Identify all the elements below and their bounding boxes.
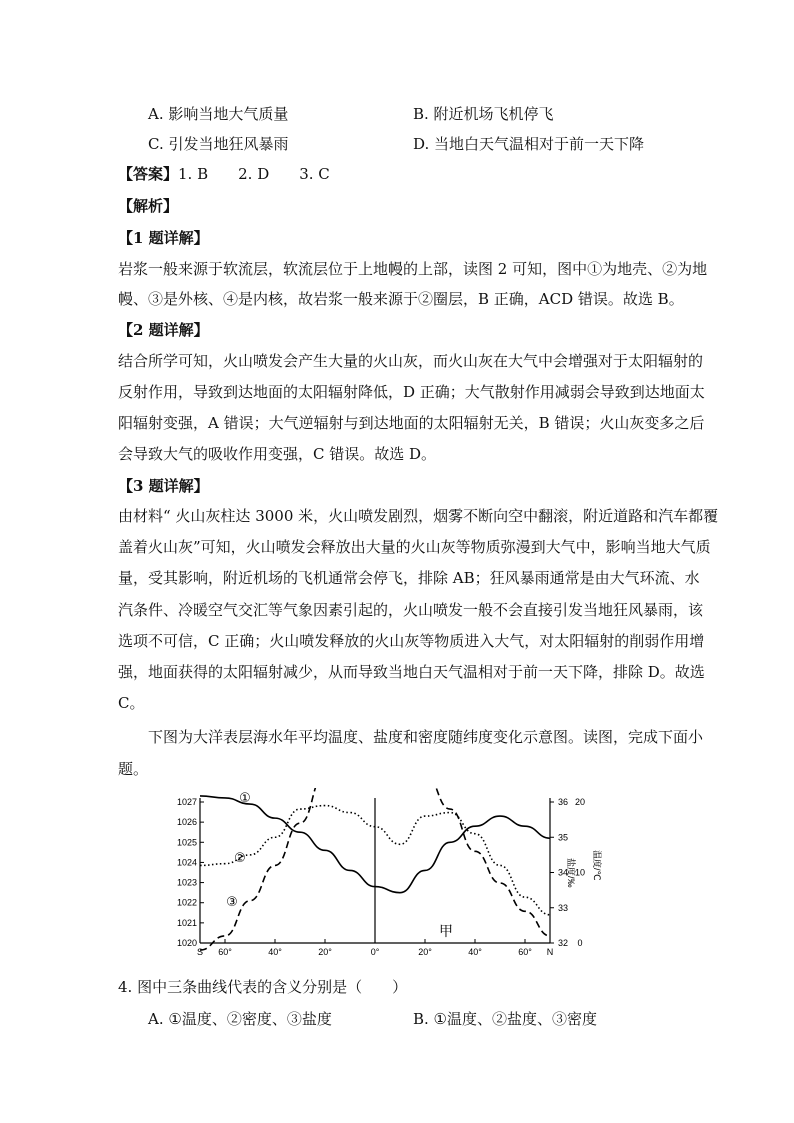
left-tick-label: 1020 <box>176 938 197 948</box>
option-a: A. 影响当地大气质量 <box>148 105 289 123</box>
q2-line-3: 阳辐射变强，A 错误；大气逆辐射与到达地面的太阳辐射无关，B 错误；火山灰变多之后 <box>118 414 705 432</box>
salinity-tick-label: 33 <box>558 902 569 913</box>
x-tick-label: 60° <box>518 947 532 957</box>
left-tick-label: 1026 <box>176 817 197 828</box>
chart-axes <box>177 797 603 957</box>
x-tick-label: 40° <box>268 947 282 957</box>
curve-label-2: ② <box>234 850 246 865</box>
salinity-tick-label: 34 <box>558 867 569 878</box>
q2-heading: 【2 题详解】 <box>118 321 209 339</box>
option-b: B. 附近机场飞机停飞 <box>413 105 554 123</box>
left-tick-label: 1024 <box>176 857 197 868</box>
analysis-label: 【解析】 <box>118 197 179 215</box>
q4-option-a: A. ①温度、②密度、③盐度 <box>148 1010 332 1028</box>
x-tick-label: 20° <box>418 947 432 957</box>
x-tick-label: N <box>546 947 554 957</box>
q4-option-b: B. ①温度、②盐度、③密度 <box>413 1010 598 1028</box>
curve-label-1: ① <box>239 790 251 805</box>
left-tick-label: 1025 <box>176 837 197 848</box>
q1-heading: 【1 题详解】 <box>118 229 209 247</box>
x-tick-label: 40° <box>468 947 482 957</box>
q3-line-7: C。 <box>118 694 145 712</box>
salinity-axis-label: 盐度/‰ <box>566 858 576 888</box>
q3-line-6: 强，地面获得的太阳辐射减少，从而导致当地白天气温相对于前一天下降，排除 D。故选 <box>118 663 705 681</box>
q2-line-2: 反射作用，导致到达地面的太阳辐射降低，D 正确；大气散射作用减弱会导致到达地面太 <box>118 383 705 401</box>
q3-line-1: 由材料“ 火山灰柱达 3000 米，火山喷发剧烈，烟雾不断向空中翻滚，附近道路和汽车都覆 <box>118 507 719 525</box>
curve-label-3: ③ <box>226 894 238 909</box>
left-tick-label: 1022 <box>176 897 197 908</box>
answer-line <box>118 164 330 184</box>
x-tick-label: 0° <box>370 947 380 957</box>
q3-line-3: 量，受其影响，附近机场的飞机通常会停飞，排除 AB；狂风暴雨通常是由大气环流、水 <box>118 569 700 587</box>
x-tick-label: S <box>196 947 204 957</box>
ocean-chart <box>150 788 610 966</box>
option-d: D. 当地白天气温相对于前一天下降 <box>413 135 645 153</box>
intro-line-1: 下图为大洋表层海水年平均温度、盐度和密度随纬度变化示意图。读图，完成下面小 <box>148 728 704 746</box>
q3-line-2: 盖着火山灰”可知，火山喷发会释放出大量的火山灰等物质弥漫到大气中，影响当地大气质 <box>118 538 711 556</box>
annotation-jia: 甲 <box>439 923 453 939</box>
q1-line-2: 幔、③是外核、④是内核，故岩浆一般来源于②圈层，B 正确，ACD 错误。故选 B。 <box>118 290 684 308</box>
x-tick-label: 20° <box>318 947 332 957</box>
salinity-tick-label: 35 <box>558 832 569 843</box>
answer-values: 1. B 2. D 3. C <box>178 165 330 183</box>
q3-heading: 【3 题详解】 <box>118 477 209 495</box>
q1-line-1: 岩浆一般来源于软流层，软流层位于上地幔的上部，读图 2 可知，图中①为地壳、②为地 <box>118 260 708 278</box>
q3-line-4: 汽条件、冷暖空气交汇等气象因素引起的，火山喷发一般不会直接引发当地狂风暴雨，该 <box>118 601 704 619</box>
option-c: C. 引发当地狂风暴雨 <box>148 135 289 153</box>
left-tick-label: 1021 <box>176 917 197 928</box>
temperature-tick-label: 20 <box>574 797 586 807</box>
salinity-tick-label: 32 <box>558 938 569 948</box>
salinity-tick-label: 36 <box>558 797 569 807</box>
temperature-tick-label: 10 <box>574 867 586 878</box>
temperature-axis-label: 温度/℃ <box>592 850 602 881</box>
left-tick-label: 1027 <box>176 797 197 807</box>
intro-line-2: 题。 <box>118 760 149 778</box>
x-tick-label: 60° <box>218 947 232 957</box>
q4-stem: 4. 图中三条曲线代表的含义分别是（ ） <box>118 978 408 996</box>
q2-line-4: 会导致大气的吸收作用变强，C 错误。故选 D。 <box>118 445 437 463</box>
q2-line-1: 结合所学可知，火山喷发会产生大量的火山灰，而火山灰在大气中会增强对于太阳辐射的 <box>118 352 704 370</box>
q3-line-5: 选项不可信，C 正确；火山喷发释放的火山灰等物质进入大气，对太阳辐射的削弱作用增 <box>118 632 705 650</box>
answer-label: 【答案】 <box>118 165 179 183</box>
left-tick-label: 1023 <box>176 877 197 888</box>
temperature-tick-label: 0 <box>577 938 583 948</box>
